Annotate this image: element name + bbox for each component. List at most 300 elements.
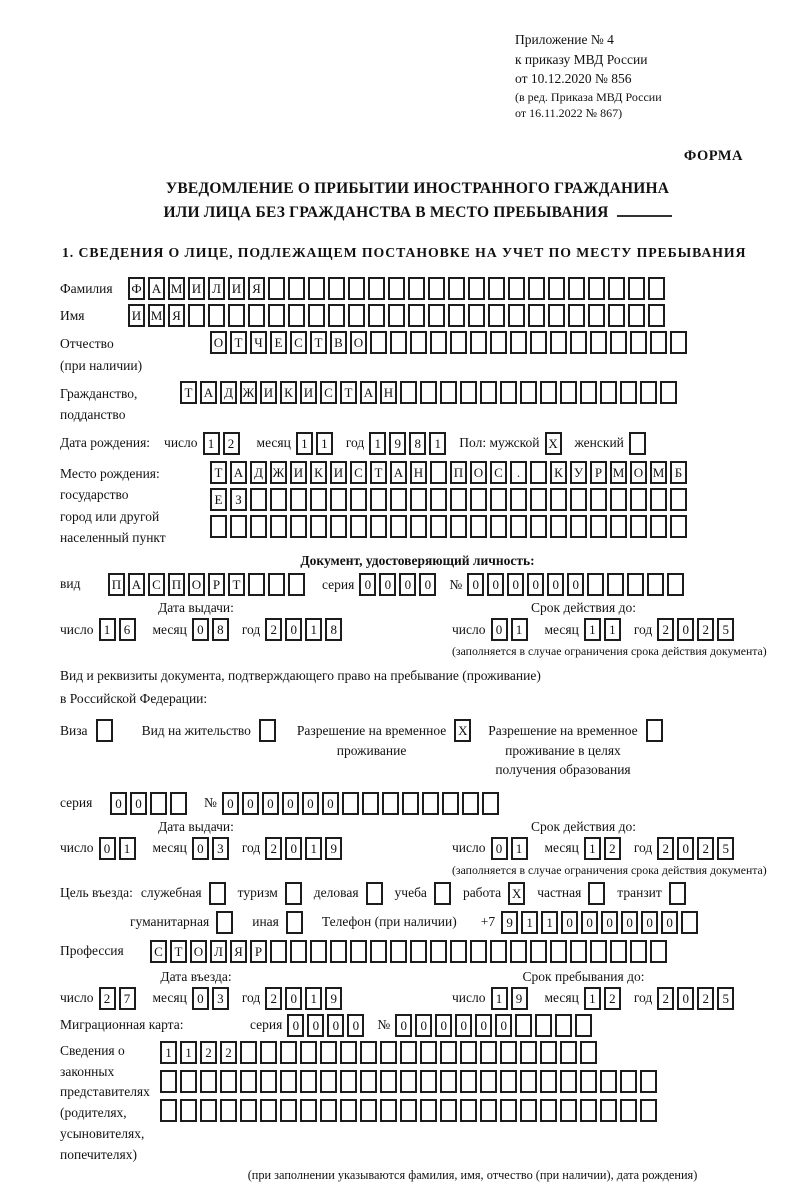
char-cell[interactable] [370,515,387,538]
char-cell[interactable] [209,882,226,905]
char-cell[interactable] [380,1070,397,1093]
char-cell[interactable]: 0 [661,911,678,934]
char-cell[interactable]: 0 [601,911,618,934]
char-cell[interactable] [380,1041,397,1064]
char-cell[interactable] [610,940,627,963]
char-cell[interactable]: . [510,461,527,484]
purpose-official-checkbox[interactable] [209,882,229,905]
char-cell[interactable]: 1 [316,432,333,455]
char-cell[interactable] [240,1070,257,1093]
char-cell[interactable] [650,515,667,538]
char-cell[interactable]: Т [340,381,357,404]
char-cell[interactable] [408,277,425,300]
char-cell[interactable] [608,304,625,327]
char-cell[interactable] [560,381,577,404]
char-cell[interactable]: Я [168,304,185,327]
char-cell[interactable] [588,882,605,905]
identity-doc-type-input[interactable] [108,573,308,596]
char-cell[interactable] [368,277,385,300]
char-cell[interactable]: О [190,940,207,963]
char-cell[interactable]: 0 [192,618,209,641]
char-cell[interactable]: М [650,461,667,484]
char-cell[interactable] [470,488,487,511]
char-cell[interactable] [480,1099,497,1122]
char-cell[interactable]: 2 [223,432,240,455]
char-cell[interactable]: И [290,461,307,484]
char-cell[interactable] [560,1070,577,1093]
char-cell[interactable]: Т [370,461,387,484]
char-cell[interactable]: С [320,381,337,404]
char-cell[interactable]: С [150,940,167,963]
char-cell[interactable] [280,1099,297,1122]
char-cell[interactable] [410,940,427,963]
char-cell[interactable]: 8 [325,618,342,641]
char-cell[interactable] [647,573,664,596]
char-cell[interactable] [350,488,367,511]
char-cell[interactable] [150,792,167,815]
char-cell[interactable]: 0 [327,1014,344,1037]
char-cell[interactable] [250,488,267,511]
char-cell[interactable] [368,304,385,327]
char-cell[interactable] [570,488,587,511]
char-cell[interactable]: Н [410,461,427,484]
char-cell[interactable]: 8 [212,618,229,641]
char-cell[interactable] [240,1041,257,1064]
char-cell[interactable] [450,331,467,354]
char-cell[interactable]: 9 [501,911,518,934]
purpose-other-checkbox[interactable] [286,911,306,934]
char-cell[interactable] [570,331,587,354]
char-cell[interactable]: 0 [507,573,524,596]
char-cell[interactable] [540,1099,557,1122]
char-cell[interactable] [570,940,587,963]
char-cell[interactable] [230,515,247,538]
entry-day[interactable] [99,987,139,1010]
char-cell[interactable] [308,304,325,327]
stay-until-day[interactable] [491,987,531,1010]
purpose-study-checkbox[interactable] [434,882,454,905]
char-cell[interactable] [440,381,457,404]
char-cell[interactable]: И [188,277,205,300]
char-cell[interactable] [450,488,467,511]
char-cell[interactable]: 1 [584,987,601,1010]
char-cell[interactable] [390,940,407,963]
char-cell[interactable]: 0 [561,911,578,934]
char-cell[interactable]: 0 [379,573,396,596]
char-cell[interactable] [448,277,465,300]
char-cell[interactable] [210,515,227,538]
char-cell[interactable]: Т [230,331,247,354]
char-cell[interactable]: 0 [285,837,302,860]
char-cell[interactable] [587,573,604,596]
char-cell[interactable] [550,940,567,963]
char-cell[interactable]: 0 [110,792,127,815]
char-cell[interactable] [620,1070,637,1093]
char-cell[interactable]: 0 [419,573,436,596]
residence-valid-month[interactable] [584,837,624,860]
char-cell[interactable]: 0 [435,1014,452,1037]
char-cell[interactable] [428,304,445,327]
purpose-transit-checkbox[interactable] [669,882,689,905]
char-cell[interactable]: 0 [455,1014,472,1037]
char-cell[interactable] [400,381,417,404]
char-cell[interactable] [508,277,525,300]
char-cell[interactable] [550,515,567,538]
char-cell[interactable]: Я [230,940,247,963]
char-cell[interactable]: 0 [491,837,508,860]
char-cell[interactable]: 0 [130,792,147,815]
phone-input[interactable] [501,911,701,934]
char-cell[interactable] [160,1099,177,1122]
char-cell[interactable]: 0 [475,1014,492,1037]
char-cell[interactable] [430,331,447,354]
char-cell[interactable] [488,304,505,327]
char-cell[interactable]: 0 [242,792,259,815]
char-cell[interactable]: К [310,461,327,484]
char-cell[interactable] [310,515,327,538]
profession-input[interactable] [150,940,670,963]
char-cell[interactable] [330,488,347,511]
char-cell[interactable] [259,719,276,742]
char-cell[interactable]: Р [250,940,267,963]
char-cell[interactable] [480,1041,497,1064]
char-cell[interactable] [348,304,365,327]
char-cell[interactable]: А [200,381,217,404]
char-cell[interactable] [650,940,667,963]
char-cell[interactable] [188,304,205,327]
char-cell[interactable]: А [148,277,165,300]
char-cell[interactable]: 0 [282,792,299,815]
char-cell[interactable] [490,331,507,354]
char-cell[interactable] [290,488,307,511]
char-cell[interactable] [370,488,387,511]
char-cell[interactable] [548,304,565,327]
char-cell[interactable] [220,1099,237,1122]
char-cell[interactable]: Р [208,573,225,596]
char-cell[interactable] [442,792,459,815]
char-cell[interactable]: Ф [128,277,145,300]
char-cell[interactable]: 2 [265,837,282,860]
identity-valid-day[interactable] [491,618,531,641]
char-cell[interactable] [410,331,427,354]
purpose-humanitarian-checkbox[interactable] [216,911,236,934]
temp-residence-checkbox[interactable] [454,719,474,742]
char-cell[interactable] [320,1041,337,1064]
visa-checkbox[interactable] [96,719,116,742]
char-cell[interactable] [200,1070,217,1093]
char-cell[interactable] [540,1041,557,1064]
char-cell[interactable]: И [128,304,145,327]
char-cell[interactable]: 0 [567,573,584,596]
char-cell[interactable] [488,277,505,300]
char-cell[interactable] [280,1070,297,1093]
char-cell[interactable]: 1 [584,618,601,641]
char-cell[interactable] [200,1099,217,1122]
char-cell[interactable] [560,1099,577,1122]
char-cell[interactable] [310,940,327,963]
char-cell[interactable]: 1 [160,1041,177,1064]
char-cell[interactable]: 9 [325,987,342,1010]
char-cell[interactable] [630,515,647,538]
char-cell[interactable] [482,792,499,815]
stay-until-year[interactable] [657,987,737,1010]
sex-male-checkbox[interactable] [545,432,565,455]
char-cell[interactable] [560,1041,577,1064]
legal-reps-line1[interactable] [160,1041,600,1064]
char-cell[interactable] [340,1041,357,1064]
char-cell[interactable] [568,277,585,300]
char-cell[interactable] [630,488,647,511]
char-cell[interactable] [580,1041,597,1064]
char-cell[interactable] [575,1014,592,1037]
identity-valid-month[interactable] [584,618,624,641]
char-cell[interactable]: 2 [697,987,714,1010]
char-cell[interactable]: 0 [641,911,658,934]
char-cell[interactable] [629,432,646,455]
char-cell[interactable] [370,331,387,354]
char-cell[interactable] [510,515,527,538]
purpose-work-checkbox[interactable] [508,882,528,905]
char-cell[interactable]: 1 [180,1041,197,1064]
birth-day-input[interactable] [203,432,243,455]
char-cell[interactable]: 0 [192,987,209,1010]
char-cell[interactable]: 2 [99,987,116,1010]
char-cell[interactable]: 1 [491,987,508,1010]
char-cell[interactable] [260,1041,277,1064]
char-cell[interactable] [640,1070,657,1093]
char-cell[interactable]: А [360,381,377,404]
char-cell[interactable] [646,719,663,742]
char-cell[interactable] [310,488,327,511]
char-cell[interactable]: И [330,461,347,484]
char-cell[interactable] [588,304,605,327]
char-cell[interactable] [480,1070,497,1093]
identity-doc-number-input[interactable] [467,573,687,596]
char-cell[interactable] [530,515,547,538]
char-cell[interactable] [490,515,507,538]
char-cell[interactable] [328,304,345,327]
char-cell[interactable] [420,1070,437,1093]
birth-place-line2[interactable] [210,488,690,511]
char-cell[interactable]: 0 [487,573,504,596]
char-cell[interactable]: X [454,719,471,742]
char-cell[interactable]: 2 [657,987,674,1010]
char-cell[interactable] [650,488,667,511]
purpose-private-checkbox[interactable] [588,882,608,905]
char-cell[interactable]: А [230,461,247,484]
char-cell[interactable] [180,1099,197,1122]
char-cell[interactable]: А [390,461,407,484]
char-cell[interactable]: П [108,573,125,596]
char-cell[interactable]: 1 [305,837,322,860]
char-cell[interactable] [330,515,347,538]
char-cell[interactable]: 0 [495,1014,512,1037]
char-cell[interactable]: Я [248,277,265,300]
char-cell[interactable] [388,304,405,327]
char-cell[interactable]: Ж [270,461,287,484]
char-cell[interactable] [370,940,387,963]
char-cell[interactable] [400,1099,417,1122]
char-cell[interactable]: 7 [119,987,136,1010]
char-cell[interactable] [460,381,477,404]
char-cell[interactable] [590,488,607,511]
char-cell[interactable]: О [350,331,367,354]
char-cell[interactable] [270,488,287,511]
char-cell[interactable] [300,1041,317,1064]
char-cell[interactable]: С [290,331,307,354]
char-cell[interactable] [360,1070,377,1093]
char-cell[interactable]: 0 [621,911,638,934]
char-cell[interactable]: М [148,304,165,327]
char-cell[interactable] [430,488,447,511]
char-cell[interactable]: Ч [250,331,267,354]
char-cell[interactable]: 1 [99,618,116,641]
char-cell[interactable] [630,331,647,354]
char-cell[interactable] [328,277,345,300]
char-cell[interactable] [640,381,657,404]
char-cell[interactable]: 1 [511,618,528,641]
char-cell[interactable]: X [545,432,562,455]
char-cell[interactable]: 6 [119,618,136,641]
char-cell[interactable] [288,304,305,327]
stay-until-month[interactable] [584,987,624,1010]
char-cell[interactable]: 8 [409,432,426,455]
char-cell[interactable] [468,304,485,327]
char-cell[interactable]: 2 [657,618,674,641]
char-cell[interactable]: О [210,331,227,354]
surname-input[interactable] [128,277,668,300]
char-cell[interactable] [460,1041,477,1064]
char-cell[interactable]: Л [208,277,225,300]
char-cell[interactable] [400,1041,417,1064]
char-cell[interactable] [450,940,467,963]
identity-issue-month[interactable] [192,618,232,641]
identity-valid-year[interactable] [657,618,737,641]
char-cell[interactable] [288,573,305,596]
char-cell[interactable] [608,277,625,300]
char-cell[interactable] [270,940,287,963]
char-cell[interactable] [540,1070,557,1093]
char-cell[interactable] [288,277,305,300]
char-cell[interactable]: Е [210,488,227,511]
char-cell[interactable] [308,277,325,300]
char-cell[interactable] [280,1041,297,1064]
residence-valid-year[interactable] [657,837,737,860]
char-cell[interactable] [681,911,698,934]
birth-place-line1[interactable] [210,461,690,484]
char-cell[interactable] [540,381,557,404]
char-cell[interactable] [607,573,624,596]
char-cell[interactable] [430,515,447,538]
char-cell[interactable] [548,277,565,300]
char-cell[interactable]: 0 [262,792,279,815]
char-cell[interactable] [216,911,233,934]
char-cell[interactable]: 0 [192,837,209,860]
residence-doc-number-input[interactable] [222,792,502,815]
char-cell[interactable] [268,277,285,300]
migration-card-number-input[interactable] [395,1014,595,1037]
char-cell[interactable]: 1 [203,432,220,455]
char-cell[interactable] [470,940,487,963]
char-cell[interactable]: 0 [677,837,694,860]
char-cell[interactable] [520,1041,537,1064]
char-cell[interactable]: 0 [547,573,564,596]
char-cell[interactable]: М [168,277,185,300]
char-cell[interactable]: 1 [119,837,136,860]
char-cell[interactable] [600,381,617,404]
char-cell[interactable]: 0 [285,618,302,641]
char-cell[interactable] [468,277,485,300]
char-cell[interactable] [366,882,383,905]
char-cell[interactable] [430,940,447,963]
char-cell[interactable]: О [470,461,487,484]
char-cell[interactable]: Е [270,331,287,354]
identity-doc-seriya-input[interactable] [359,573,439,596]
char-cell[interactable] [286,911,303,934]
char-cell[interactable] [590,331,607,354]
char-cell[interactable] [520,1099,537,1122]
char-cell[interactable] [628,277,645,300]
char-cell[interactable] [390,331,407,354]
char-cell[interactable] [400,1070,417,1093]
residence-permit-checkbox[interactable] [259,719,279,742]
char-cell[interactable]: 1 [305,987,322,1010]
char-cell[interactable] [580,1070,597,1093]
char-cell[interactable] [550,488,567,511]
char-cell[interactable]: 0 [99,837,116,860]
char-cell[interactable]: Т [210,461,227,484]
char-cell[interactable] [450,515,467,538]
char-cell[interactable] [248,304,265,327]
char-cell[interactable] [462,792,479,815]
char-cell[interactable]: 1 [296,432,313,455]
char-cell[interactable]: Т [180,381,197,404]
char-cell[interactable] [220,1070,237,1093]
char-cell[interactable] [300,1099,317,1122]
char-cell[interactable] [528,277,545,300]
char-cell[interactable] [620,381,637,404]
char-cell[interactable] [568,304,585,327]
char-cell[interactable]: 0 [415,1014,432,1037]
char-cell[interactable] [448,304,465,327]
char-cell[interactable]: С [148,573,165,596]
char-cell[interactable] [670,331,687,354]
char-cell[interactable]: 0 [399,573,416,596]
char-cell[interactable]: 1 [604,618,621,641]
char-cell[interactable]: 1 [511,837,528,860]
given-name-input[interactable] [128,304,668,327]
char-cell[interactable] [660,381,677,404]
char-cell[interactable] [360,1099,377,1122]
legal-reps-line2[interactable] [160,1070,660,1093]
char-cell[interactable] [390,515,407,538]
identity-issue-day[interactable] [99,618,139,641]
char-cell[interactable] [500,381,517,404]
char-cell[interactable] [380,1099,397,1122]
char-cell[interactable] [580,1099,597,1122]
char-cell[interactable] [535,1014,552,1037]
char-cell[interactable] [590,515,607,538]
char-cell[interactable] [430,461,447,484]
char-cell[interactable]: Т [228,573,245,596]
char-cell[interactable] [640,1099,657,1122]
char-cell[interactable]: 2 [265,618,282,641]
char-cell[interactable]: 5 [717,987,734,1010]
char-cell[interactable] [410,515,427,538]
char-cell[interactable]: З [230,488,247,511]
char-cell[interactable]: 0 [287,1014,304,1037]
char-cell[interactable] [270,515,287,538]
